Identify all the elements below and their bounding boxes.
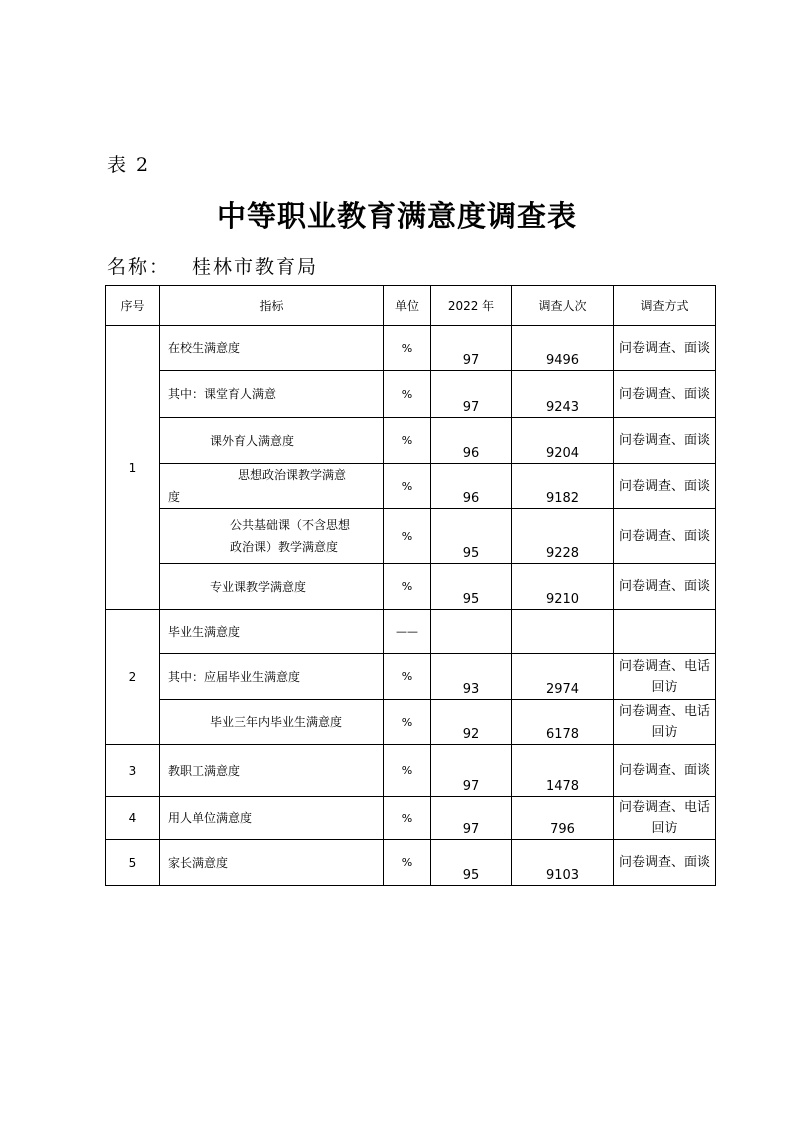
method-cell: 问卷调查、面谈 bbox=[614, 564, 716, 610]
column-header-indicator: 指标 bbox=[160, 286, 384, 326]
indicator-cell: 毕业三年内毕业生满意度 bbox=[160, 700, 384, 745]
value-cell: 97 bbox=[431, 745, 512, 797]
table-row bbox=[106, 745, 716, 797]
indicator-line: 公共基础课（不含思想 bbox=[230, 518, 351, 532]
method-cell: 问卷调查、电话回访 bbox=[614, 797, 716, 840]
unit-cell: % bbox=[384, 509, 431, 564]
count-cell: 6178 bbox=[512, 700, 614, 745]
value-cell: 96 bbox=[431, 464, 512, 509]
table-row bbox=[106, 509, 716, 564]
org-line bbox=[107, 252, 318, 279]
unit-cell: % bbox=[384, 700, 431, 745]
value-cell: 93 bbox=[431, 654, 512, 700]
table-row bbox=[106, 700, 716, 745]
seq-cell: 2 bbox=[106, 610, 160, 745]
indicator-cell: 在校生满意度 bbox=[160, 326, 384, 371]
count-cell bbox=[512, 610, 614, 654]
indicator-line: 政治课）教学满意度 bbox=[230, 540, 339, 554]
value-cell: 95 bbox=[431, 564, 512, 610]
count-cell: 2974 bbox=[512, 654, 614, 700]
unit-cell: % bbox=[384, 464, 431, 509]
value-cell: 97 bbox=[431, 371, 512, 418]
table-row bbox=[106, 418, 716, 464]
column-header-year: 2022 年 bbox=[431, 286, 512, 326]
indicator-cell bbox=[160, 464, 384, 509]
indicator-cell: 课外育人满意度 bbox=[160, 418, 384, 464]
unit-cell: % bbox=[384, 326, 431, 371]
method-cell: 问卷调查、电话回访 bbox=[614, 654, 716, 700]
method-cell: 问卷调查、面谈 bbox=[614, 371, 716, 418]
count-cell: 9103 bbox=[512, 840, 614, 886]
unit-cell: —— bbox=[384, 610, 431, 654]
indicator-line: 度 bbox=[168, 490, 181, 504]
value-cell: 97 bbox=[431, 326, 512, 371]
method-cell: 问卷调查、面谈 bbox=[614, 326, 716, 371]
seq-cell: 5 bbox=[106, 840, 160, 886]
unit-cell: % bbox=[384, 418, 431, 464]
count-cell: 796 bbox=[512, 797, 614, 840]
indicator-cell: 其中：课堂育人满意 bbox=[160, 371, 384, 418]
table-row bbox=[106, 564, 716, 610]
count-cell: 9243 bbox=[512, 371, 614, 418]
column-header-count: 调查人次 bbox=[512, 286, 614, 326]
page-title: 中等职业教育满意度调查表 bbox=[216, 199, 577, 233]
survey-table bbox=[105, 285, 716, 886]
unit-cell: % bbox=[384, 840, 431, 886]
unit-cell: % bbox=[384, 654, 431, 700]
count-cell: 9228 bbox=[512, 509, 614, 564]
indicator-cell: 毕业生满意度 bbox=[160, 610, 384, 654]
count-cell: 1478 bbox=[512, 745, 614, 797]
column-header-seq: 序号 bbox=[106, 286, 160, 326]
column-header-unit: 单位 bbox=[384, 286, 431, 326]
table-row bbox=[106, 610, 716, 654]
indicator-line: 思想政治课教学满意 bbox=[238, 468, 347, 482]
value-cell: 95 bbox=[431, 509, 512, 564]
column-header-method: 调查方式 bbox=[614, 286, 716, 326]
unit-cell: % bbox=[384, 745, 431, 797]
unit-cell: % bbox=[384, 371, 431, 418]
unit-cell: % bbox=[384, 564, 431, 610]
value-cell: 92 bbox=[431, 700, 512, 745]
seq-cell: 1 bbox=[106, 326, 160, 610]
method-cell: 问卷调查、面谈 bbox=[614, 464, 716, 509]
table-row bbox=[106, 464, 716, 509]
method-cell: 问卷调查、面谈 bbox=[614, 418, 716, 464]
org-label: 名称： bbox=[107, 256, 171, 278]
count-cell: 9496 bbox=[512, 326, 614, 371]
count-cell: 9182 bbox=[512, 464, 614, 509]
table-label: 表 2 bbox=[107, 154, 151, 176]
value-cell: 97 bbox=[431, 797, 512, 840]
table-row bbox=[106, 371, 716, 418]
table-header-row bbox=[106, 286, 716, 326]
table-row bbox=[106, 654, 716, 700]
indicator-cell: 用人单位满意度 bbox=[160, 797, 384, 840]
unit-cell: % bbox=[384, 797, 431, 840]
org-name: 桂林市教育局 bbox=[192, 256, 319, 278]
value-cell: 95 bbox=[431, 840, 512, 886]
method-cell: 问卷调查、面谈 bbox=[614, 840, 716, 886]
method-cell: 问卷调查、面谈 bbox=[614, 745, 716, 797]
table-row bbox=[106, 797, 716, 840]
indicator-cell: 家长满意度 bbox=[160, 840, 384, 886]
indicator-cell: 其中：应届毕业生满意度 bbox=[160, 654, 384, 700]
seq-cell: 4 bbox=[106, 797, 160, 840]
value-cell bbox=[431, 610, 512, 654]
value-cell: 96 bbox=[431, 418, 512, 464]
table-row bbox=[106, 326, 716, 371]
method-cell: 问卷调查、电话回访 bbox=[614, 700, 716, 745]
indicator-cell: 专业课教学满意度 bbox=[160, 564, 384, 610]
table-row bbox=[106, 840, 716, 886]
indicator-cell bbox=[160, 509, 384, 564]
count-cell: 9210 bbox=[512, 564, 614, 610]
indicator-cell: 教职工满意度 bbox=[160, 745, 384, 797]
count-cell: 9204 bbox=[512, 418, 614, 464]
method-cell bbox=[614, 610, 716, 654]
seq-cell: 3 bbox=[106, 745, 160, 797]
method-cell: 问卷调查、面谈 bbox=[614, 509, 716, 564]
